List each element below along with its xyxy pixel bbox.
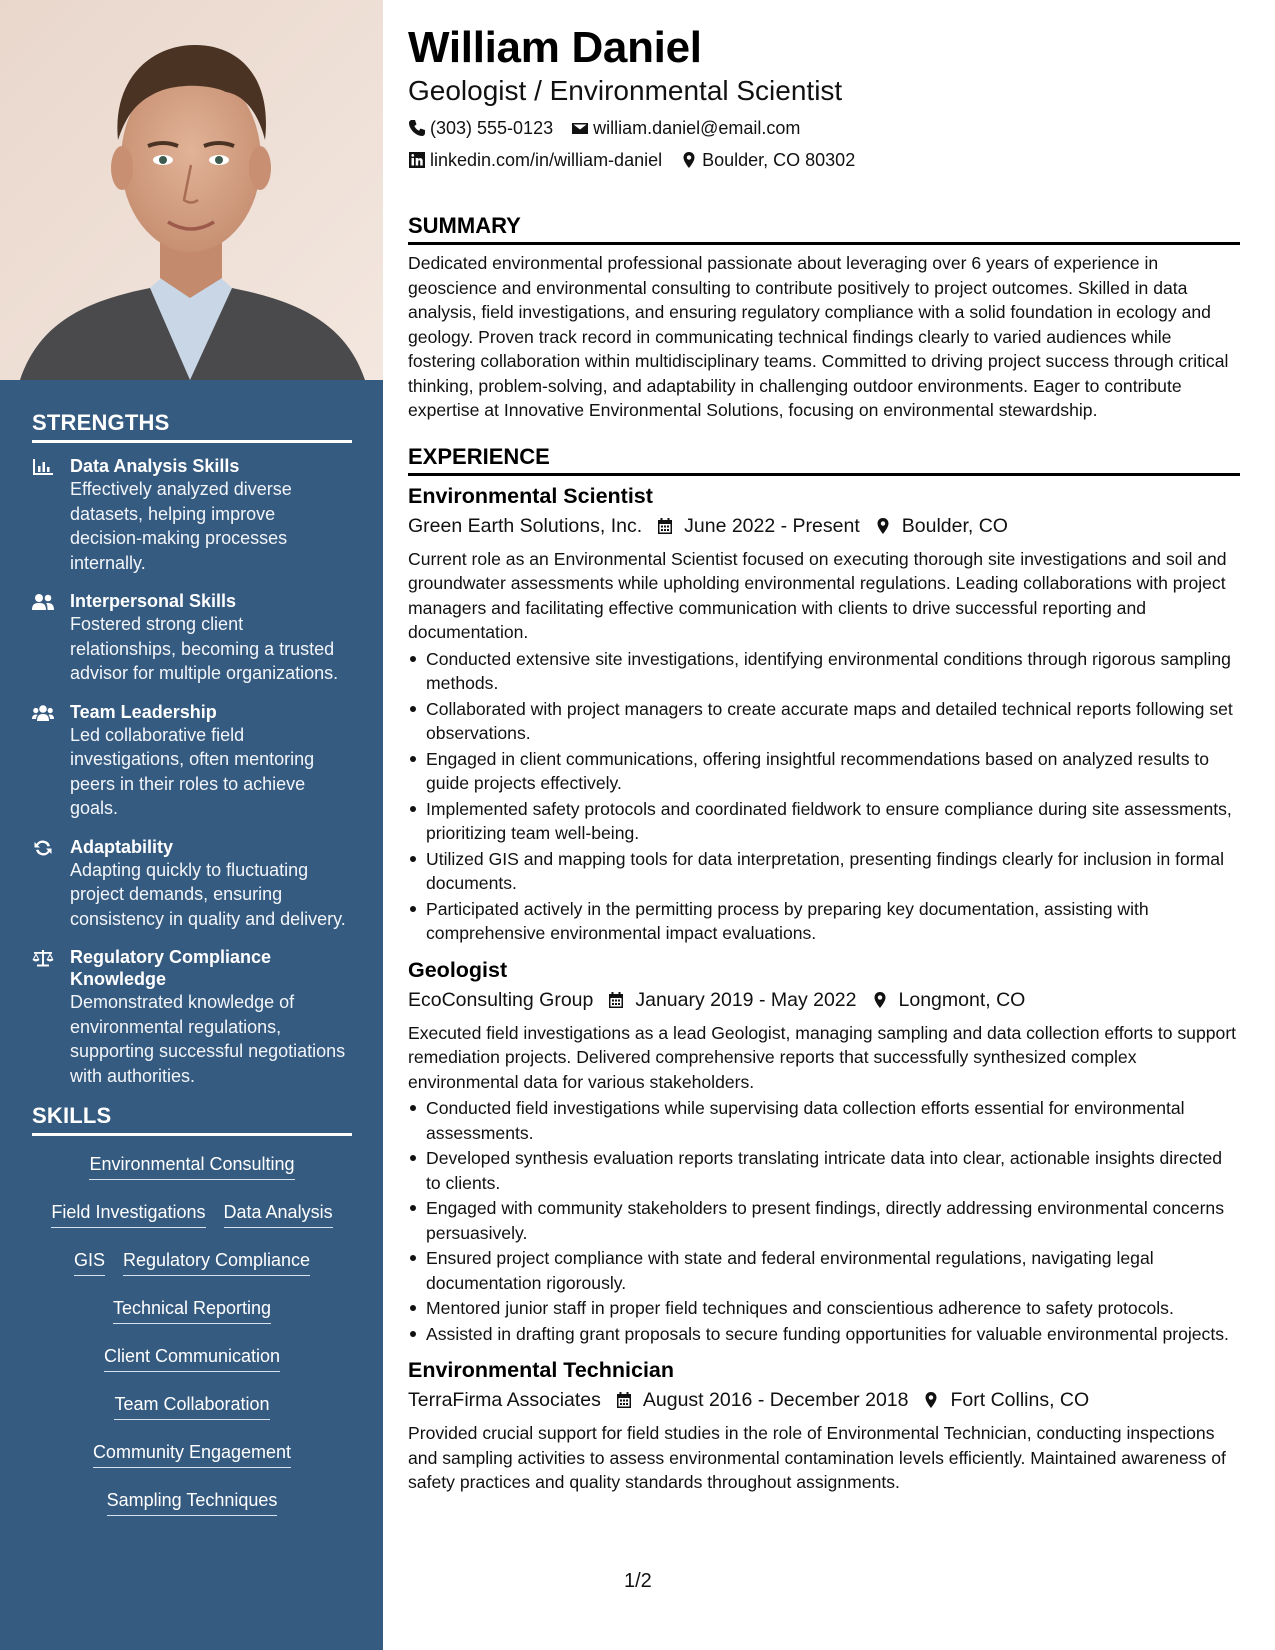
summary-text: Dedicated environmental professional passionate about leveraging over 6 years of experience in geoscience and environmental consulting to contribute positively to project outcomes. Skilled in data analysis, field investigations, and ensuring regulatory compliance with a solid foundation in ecology and geology. Proven track record in communicating technical findings clearly to varied audiences while fostering collaboration within multidisciplinary teams. Committed to driving project success through critical thinking, problem-solving, and adaptability in challenging outdoor environments. Eager to contribute expertise at Innovative Environmental Solutions, focusing on environmental stewardship. [408,253,1229,420]
strength-title: Team Leadership [70,701,217,722]
skill-tag: Field Investigations [51,1200,205,1228]
strengths-heading: STRENGTHS [32,410,352,443]
job-role: Environmental Scientist [408,483,653,508]
strength-item [32,701,352,821]
job-bullet: Mentored junior staff in proper field techniques and conscientious adherence to safety protocols. [408,1296,1240,1321]
linkedin-icon [408,151,426,169]
job-bullets [408,1096,1240,1346]
job-meta [408,986,1240,1014]
candidate-name: William Daniel [408,23,702,72]
job-bullet: Collaborated with project managers to create accurate maps and detailed technical reports following set observations. [408,697,1240,746]
phone-text: (303) 555-0123 [430,118,554,138]
calendar-icon [607,991,625,1009]
skill-tag: Client Communication [104,1344,280,1372]
contact-row [408,148,1240,172]
strength-description: Led collaborative field investigations, often mentoring peers in their roles to achieve goals. [70,724,315,818]
strength-item [32,590,352,686]
job-company: Green Earth Solutions, Inc. [408,514,643,537]
job-entry [408,482,1240,946]
skills-heading: SKILLS [32,1103,352,1136]
email-contact[interactable] [571,116,800,140]
job-entry [408,956,1240,1347]
job-company: TerraFirma Associates [408,1389,601,1411]
phone-contact[interactable] [408,116,553,140]
job-entry [408,1356,1240,1495]
job-dates: June 2022 - Present [684,514,860,537]
sidebar [0,0,383,1650]
job-bullet: Assisted in drafting grant proposals to secure funding opportunities for valuable environmental projects. [408,1322,1240,1347]
strength-description: Demonstrated knowledge of environmental regulations, supporting successful negotiations with authorities. [70,992,346,1086]
job-meta [408,512,1240,540]
location-text: Boulder, CO 80302 [702,150,856,170]
skill-tag: Sampling Techniques [107,1488,278,1516]
strength-item [32,455,352,575]
experience-heading: EXPERIENCE [408,443,1240,476]
strength-title: Data Analysis Skills [70,456,240,476]
user-friends-icon [32,590,70,611]
balance-scale-icon [32,946,70,967]
strength-item [32,946,352,1088]
skill-tag: Team Collaboration [114,1392,269,1420]
job-bullet: Conducted extensive site investigations, identifying environmental conditions through rigorous sampling methods. [408,647,1240,696]
phone-icon [408,119,426,137]
email-text: william.daniel@email.com [593,118,801,138]
job-role: Environmental Technician [408,1358,675,1382]
contact-row [408,116,1240,140]
strength-title: Interpersonal Skills [70,591,237,611]
users-icon [32,701,70,722]
calendar-icon [656,517,674,535]
strength-description: Adapting quickly to fluctuating project demands, ensuring consistency in quality and delivery. [70,859,346,929]
skill-tag: Data Analysis [224,1200,333,1228]
job-description: Current role as an Environmental Scientist focused on executing thorough site investigations and soil and groundwater assessments while upholding environmental regulations. Leading collaborations with project managers and facilitating effective communication with clients to drive successful reporting and documentation. [408,548,1227,642]
job-description: Executed field investigations as a lead Geologist, managing sampling and data collection efforts to support remediation projects. Delivered comprehensive reports that successfully synthesized complex environmental data for various stakeholders. [408,1022,1237,1092]
job-dates: August 2016 - December 2018 [642,1389,909,1411]
job-bullet: Developed synthesis evaluation reports translating intricate data into clear, actionable insights directed to clients. [408,1146,1240,1195]
profile-photo [0,0,383,380]
calendar-icon [615,1391,633,1409]
strength-item [32,836,352,932]
location-contact [680,148,855,172]
linkedin-text: linkedin.com/in/william-daniel [430,150,663,170]
envelope-icon [571,119,589,137]
job-dates: January 2019 - May 2022 [635,988,857,1011]
job-bullet: Ensured project compliance with state and federal environmental regulations, navigating legal documentation rigorously. [408,1246,1240,1295]
strength-description: Effectively analyzed diverse datasets, helping improve decision-making processes internally. [70,479,292,573]
page-number: 1/2 [624,1570,652,1592]
map-marker-icon [871,991,889,1009]
job-bullet: Participated actively in the permitting process by preparing key documentation, assisting with comprehensive environmental impact evaluations. [408,897,1240,946]
job-bullet: Engaged with community stakeholders to present findings, directly addressing environmental concerns persuasively. [408,1196,1240,1245]
strength-title: Regulatory Compliance Knowledge [70,947,272,989]
job-bullet: Implemented safety protocols and coordinated fieldwork to ensure compliance during site assessments, prioritizing team well-being. [408,797,1240,846]
job-bullet: Conducted field investigations while supervising data collection efforts essential for environmental assessments. [408,1096,1240,1145]
summary-heading: SUMMARY [408,212,1240,245]
map-marker-icon [874,517,892,535]
job-company: EcoConsulting Group [408,988,594,1011]
bar-chart-icon [32,455,70,476]
skill-tag: GIS [74,1248,105,1276]
sync-icon [32,836,70,857]
skill-tag: Technical Reporting [113,1296,271,1324]
job-location: Longmont, CO [898,988,1026,1011]
skill-tag: Regulatory Compliance [123,1248,310,1276]
job-location: Boulder, CO [901,514,1008,537]
main-content [408,22,1240,1495]
sidebar-content [32,410,352,1516]
job-bullet: Utilized GIS and mapping tools for data interpretation, presenting findings clearly for inclusion in formal documents. [408,847,1240,896]
job-meta [408,1386,1240,1414]
map-marker-icon [922,1391,940,1409]
skill-tag: Environmental Consulting [89,1152,294,1180]
job-location: Fort Collins, CO [950,1389,1090,1411]
job-bullets [408,647,1240,946]
strength-title: Adaptability [70,836,174,857]
map-marker-icon [680,151,698,169]
linkedin-contact[interactable] [408,148,662,172]
job-description: Provided crucial support for field studies in the role of Environmental Technician, conducting inspections and sampling activities to assess environmental contamination levels efficiently. Maintained awareness of safety practices and quality standards throughout assignments. [408,1423,1226,1492]
skill-tag: Community Engagement [93,1440,291,1468]
skills-list [32,1148,352,1516]
strength-description: Fostered strong client relationships, becoming a trusted advisor for multiple organizations. [70,614,339,683]
job-bullet: Engaged in client communications, offering insightful recommendations based on analyzed results to guide projects effectively. [408,747,1240,796]
job-role: Geologist [408,957,508,982]
candidate-title: Geologist / Environmental Scientist [408,75,843,106]
